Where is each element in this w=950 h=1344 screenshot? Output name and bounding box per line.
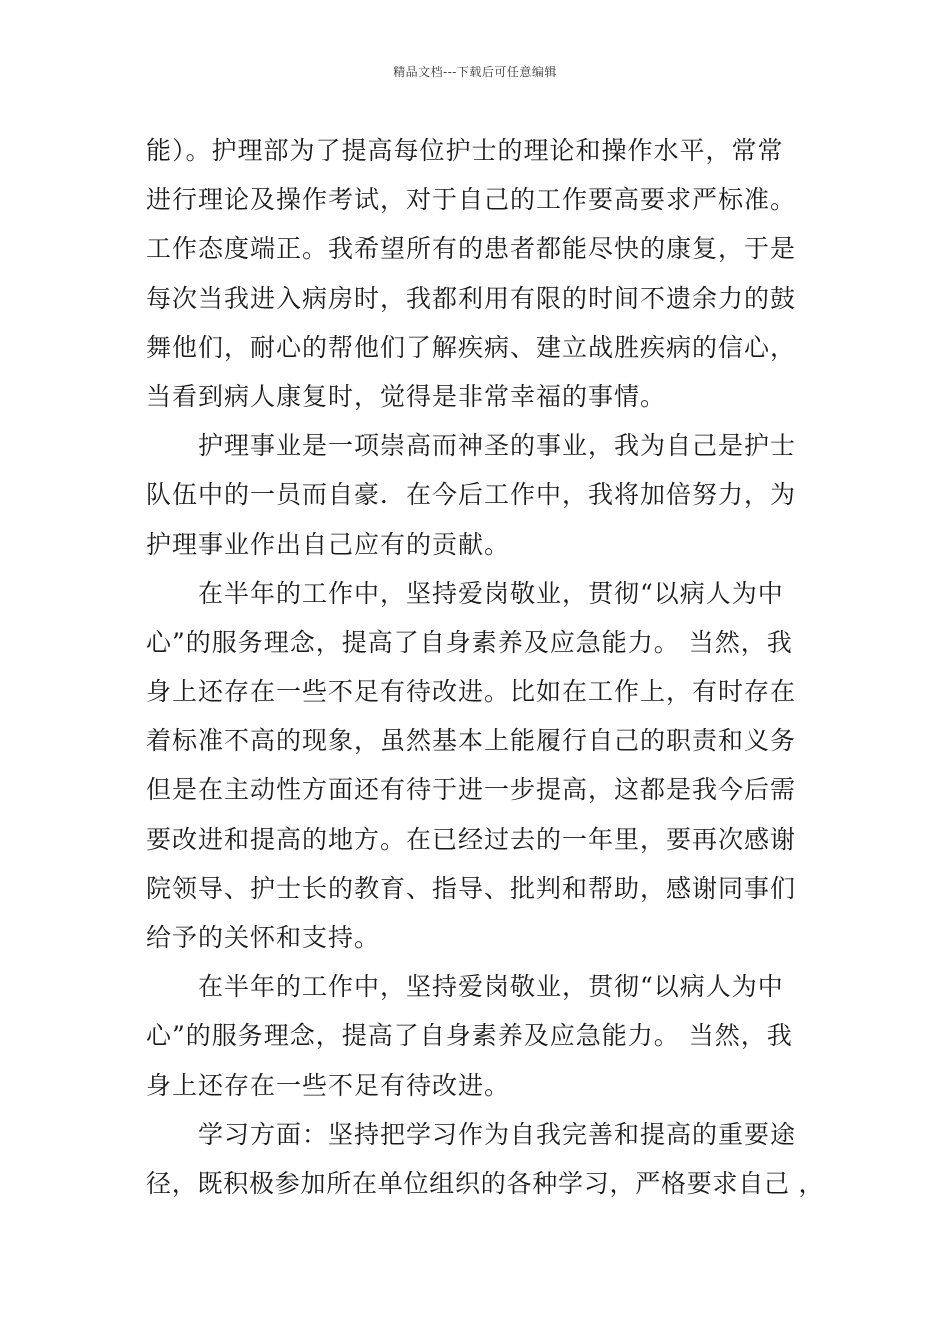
text-line: 在半年的工作中，坚持爱岗敬业，贯彻“以病人为中: [198, 972, 784, 1002]
text-line: 身上还存在一些不足有待改进。: [146, 1070, 511, 1100]
text-line: 当看到病人康复时，觉得是非常幸福的事情。: [146, 381, 667, 411]
text-line: 每次当我进入病房时，我都利用有限的时间不遗余力的鼓: [146, 283, 797, 313]
text-line: 着标准不高的现象，虽然基本上能履行自己的职责和义务: [146, 726, 797, 756]
text-line: 工作态度端正。我希望所有的患者都能尽快的康复，于是: [146, 234, 797, 264]
text-line: 心”的服务理念，提高了自身素养及应急能力。 当然，我: [146, 1021, 793, 1051]
text-line: 护理事业是一项崇高而神圣的事业，我为自己是护士: [198, 431, 797, 461]
text-line: 但是在主动性方面还有待于进一步提高，这都是我今后需: [146, 775, 797, 805]
text-line: 院领导、护士长的教育、指导、批判和帮助，感谢同事们: [146, 873, 797, 903]
text-line: 在半年的工作中，坚持爱岗敬业，贯彻“以病人为中: [198, 578, 784, 608]
text-line: 心”的服务理念，提高了自身素养及应急能力。 当然，我: [146, 627, 793, 657]
text-line: 队伍中的一员而自豪．在今后工作中，我将加倍努力，为: [146, 480, 797, 510]
text-line: 护理事业作出自己应有的贡献。: [146, 529, 511, 559]
text-line: 能）。护理部为了提高每位护士的理论和操作水平，常常: [146, 136, 784, 165]
text-line: 舞他们，耐心的帮他们了解疾病、建立战胜疾病的信心，: [146, 332, 797, 362]
text-line: 径，既积极参加所在单位组织的各种学习，严格要求自己 ，: [146, 1168, 825, 1198]
text-line: 要改进和提高的地方。在已经过去的一年里，要再次感谢: [146, 824, 797, 854]
text-line: 给予的关怀和支持。: [146, 923, 381, 952]
text-line: 进行理论及操作考试，对于自己的工作要高要求严标准。: [146, 185, 797, 215]
text-line: 身上还存在一些不足有待改进。比如在工作上，有时存在: [146, 677, 797, 707]
page-header: 精品文档---下载后可任意编辑: [393, 65, 557, 79]
document-body: [146, 126, 826, 1208]
text-line: 学习方面：坚持把学习作为自我完善和提高的重要途: [198, 1119, 797, 1149]
